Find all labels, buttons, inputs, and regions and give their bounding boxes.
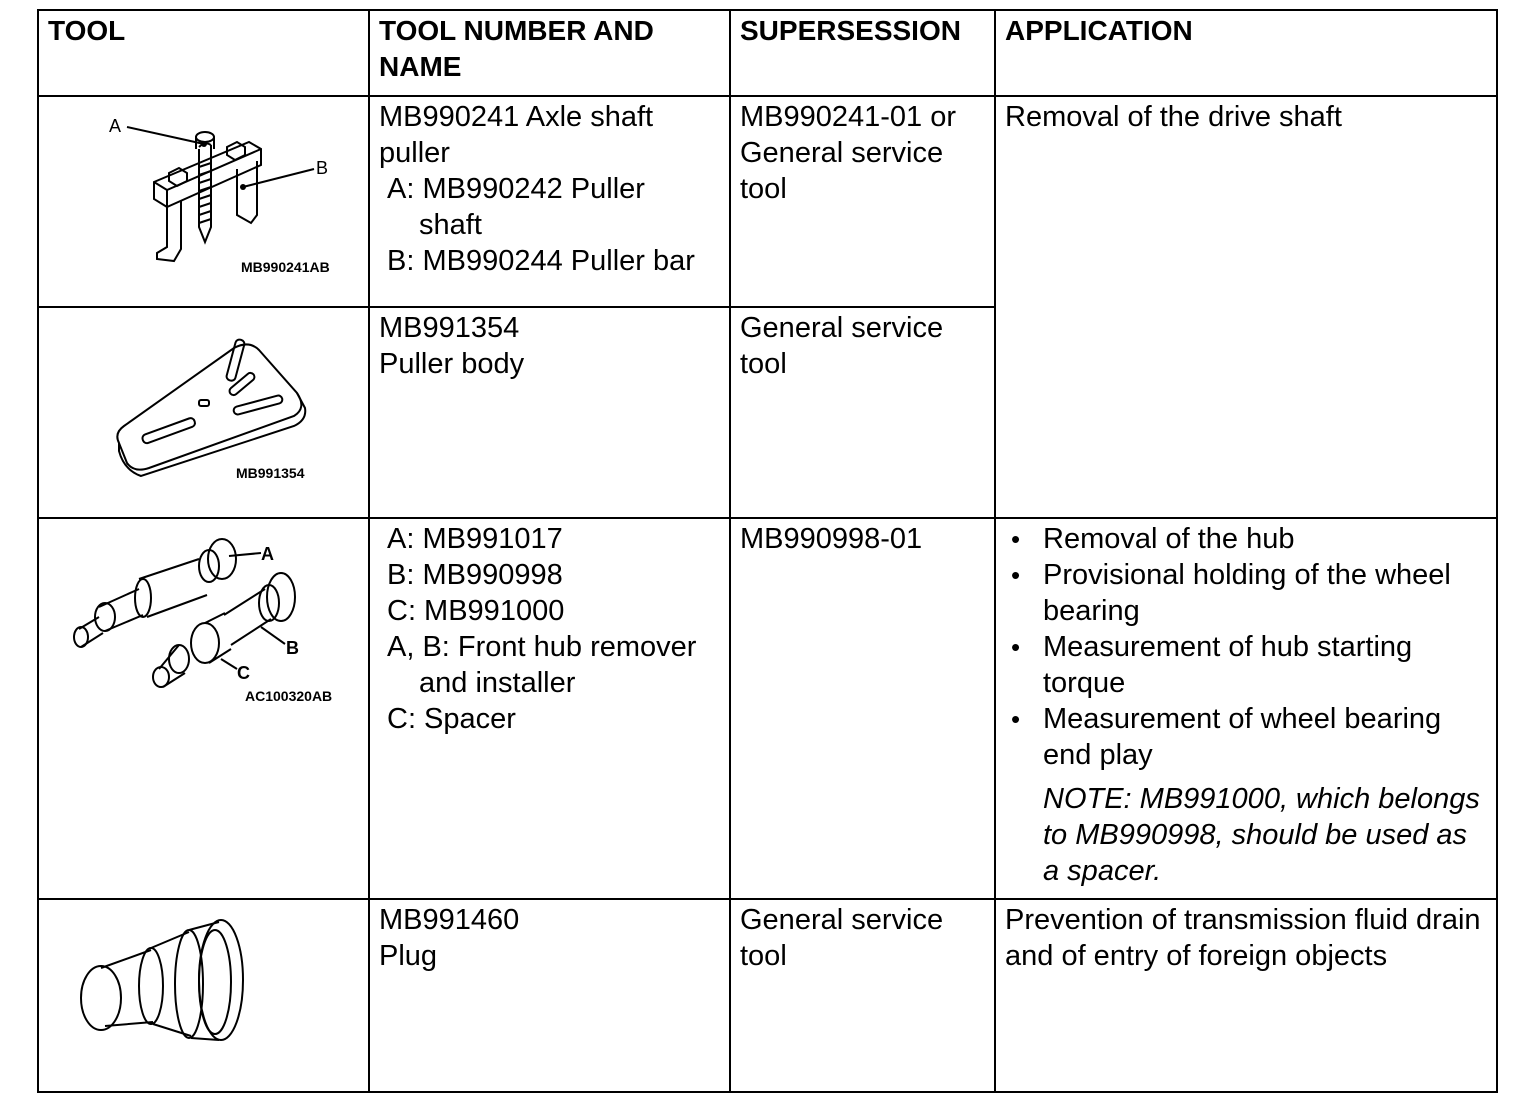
tool-illustration-cell: [38, 518, 369, 899]
sub-item: B: MB990998: [387, 559, 563, 591]
figure-label: MB991354: [236, 465, 305, 481]
tool-number-name-cell: [369, 307, 730, 518]
table-row: [38, 518, 1497, 899]
header-row: [38, 10, 1497, 96]
tool-number-name-cell: [369, 96, 730, 307]
sub-item: C: MB991000: [387, 595, 565, 627]
sub-item: A: MB990242 Puller shaft: [387, 173, 645, 241]
special-tools-table: [37, 9, 1498, 1093]
sub-item: C: Spacer: [387, 703, 516, 735]
callout-b: B: [286, 638, 299, 658]
note-text: NOTE: MB991000, which belongs to MB990998, should be used as a spacer.: [1043, 783, 1480, 887]
header-tool: TOOL: [38, 10, 369, 96]
tool-name: Plug: [379, 940, 438, 972]
application-cell: Prevention of transmission fluid drain and of entry of foreign objects: [995, 899, 1497, 1092]
supersession-cell: MB990998-01: [730, 518, 995, 899]
callout-a: A: [261, 544, 274, 564]
tool-number: MB991460: [379, 904, 520, 936]
application-list: [1005, 521, 1488, 773]
figure-label: AC100320AB: [245, 688, 333, 704]
tool-number: MB991354: [379, 312, 520, 344]
tool-illustration-cell: [38, 899, 369, 1092]
table-row: [38, 899, 1497, 1092]
tool-name: MB990241 Axle shaft puller: [379, 101, 654, 169]
application-cell: [995, 518, 1497, 899]
figure-label: MB990241AB: [241, 259, 330, 275]
sub-item: B: MB990244 Puller bar: [387, 245, 695, 277]
tool-illustration-cell: [38, 96, 369, 307]
table-row: [38, 96, 1497, 307]
application-cell: Removal of the drive shaft: [995, 96, 1497, 518]
list-item: • Provisional holding of the wheel bearing: [1043, 557, 1488, 629]
tool-number-name-cell: [369, 518, 730, 899]
list-item: • Measurement of hub starting torque: [1043, 629, 1488, 701]
sub-item: A, B: Front hub remover and installer: [387, 631, 697, 699]
callout-a: A: [109, 116, 122, 136]
supersession-cell: General service tool: [730, 307, 995, 518]
header-application: APPLICATION: [995, 10, 1497, 96]
puller-body-illustration: [39, 308, 370, 515]
header-supersession: SUPERSESSION: [730, 10, 995, 96]
callout-c: C: [237, 663, 250, 683]
plug-illustration: [39, 900, 370, 1089]
tool-name: Puller body: [379, 348, 525, 380]
tool-number-name-cell: [369, 899, 730, 1092]
tool-illustration-cell: [38, 307, 369, 518]
list-item: • Removal of the hub: [1043, 521, 1488, 557]
front-hub-remover-illustration: [39, 519, 370, 719]
header-tool-number-name: TOOL NUMBER AND NAME: [369, 10, 730, 96]
sub-item: A: MB991017: [387, 523, 563, 555]
supersession-cell: MB990241-01 or General service tool: [730, 96, 995, 307]
axle-shaft-puller-illustration: [39, 97, 370, 304]
supersession-cell: General service tool: [730, 899, 995, 1092]
callout-b: B: [316, 158, 329, 178]
list-item: • Measurement of wheel bearing end play: [1043, 701, 1488, 773]
